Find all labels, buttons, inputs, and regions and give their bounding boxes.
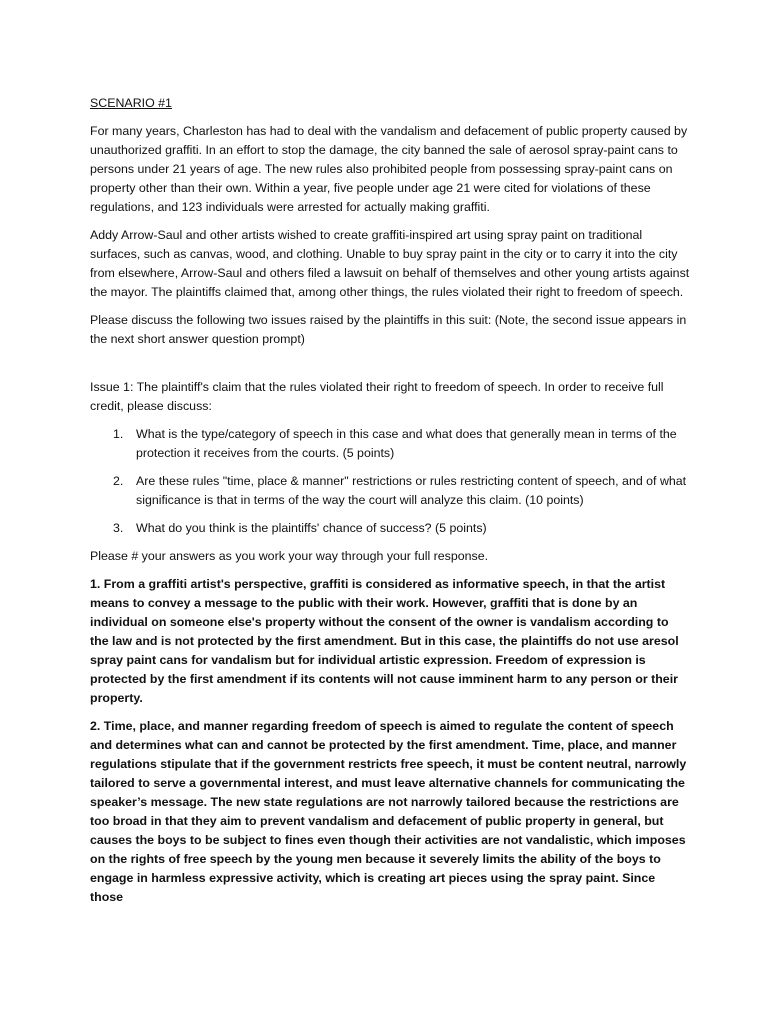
- issue-intro: Issue 1: The plaintiff's claim that the rules violated their right to freedom of speech. In order to receive full credit, please discuss:: [90, 380, 664, 413]
- question-list: [90, 425, 690, 538]
- question-item: [113, 425, 690, 463]
- instruction-text: Please # your answers as you work your way through your full response.: [90, 549, 489, 563]
- question-number: 1.: [113, 427, 124, 441]
- scenario-title: SCENARIO #1: [90, 96, 172, 110]
- answer-paragraph: 2. Time, place, and manner regarding freedom of speech is aimed to regulate the content of speech and determines what can and cannot be protected by the first amendment. Time, place, and manner regulations stipulate that if the government restricts free speech, it must be content neutral, narrowly tailored to serve a governmental interest, and must leave alternative channels for communicating the speaker’s message. The new state regulations are not narrowly tailored because the restrictions are too broad in that they aim to prevent vandalism and defacement of public property in general, but causes the boys to be subject to fines even though their activities are not vandalistic, which imposes on the rights of free speech by the young men because it severely limits the ability of the boys to engage in harmless expressive activity, which is creating art pieces using the spray paint. Since those: [90, 719, 687, 904]
- scenario-paragraph: For many years, Charleston has had to deal with the vandalism and defacement of public property caused by unauthorized graffiti. In an effort to stop the damage, the city banned the sale of aerosol spray-paint cans to persons under 21 years of age. The new rules also prohibited people from possessing spray-paint cans on property other than their own. Within a year, five people under age 21 were cited for violations of these regulations, and 123 individuals were arrested for actually making graffiti.: [90, 124, 688, 214]
- scenario-paragraph: Please discuss the following two issues raised by the plaintiffs in this suit: (Note, the second issue appears in the next short answer question prompt): [90, 313, 687, 346]
- spacer: [90, 358, 690, 378]
- question-text: What do you think is the plaintiffs' chance of success? (5 points): [136, 521, 487, 535]
- question-item: [113, 472, 690, 510]
- scenario-paragraph: Addy Arrow-Saul and other artists wished to create graffiti-inspired art using spray paint on traditional surfaces, such as canvas, wood, and clothing. Unable to buy spray paint in the city or to carry it into the city from elsewhere, Arrow-Saul and others filed a lawsuit on behalf of themselves and other young artists against the mayor. The plaintiffs claimed that, among other things, the rules violated their right to freedom of speech.: [90, 228, 690, 299]
- document-page: [90, 94, 690, 916]
- question-item: [113, 519, 690, 538]
- question-number: 2.: [113, 474, 124, 488]
- question-number: 3.: [113, 521, 124, 535]
- question-text: Are these rules "time, place & manner" restrictions or rules restricting content of speech, and of what significance is that in terms of the way the court will analyze this claim. (10 points): [136, 474, 687, 507]
- question-text: What is the type/category of speech in this case and what does that generally mean in terms of the protection it receives from the courts. (5 points): [136, 427, 677, 460]
- answer-paragraph: 1. From a graffiti artist's perspective, graffiti is considered as informative speech, in that the artist means to convey a message to the public with their work. However, graffiti that is done by an individual on someone else's property without the consent of the owner is vandalism according to the law and is not protected by the first amendment. But in this case, the plaintiffs do not use aresol spray paint cans for vandalism but for individual artistic expression. Freedom of expression is protected by the first amendment if its contents will not cause imminent harm to any person or their property.: [90, 577, 679, 705]
